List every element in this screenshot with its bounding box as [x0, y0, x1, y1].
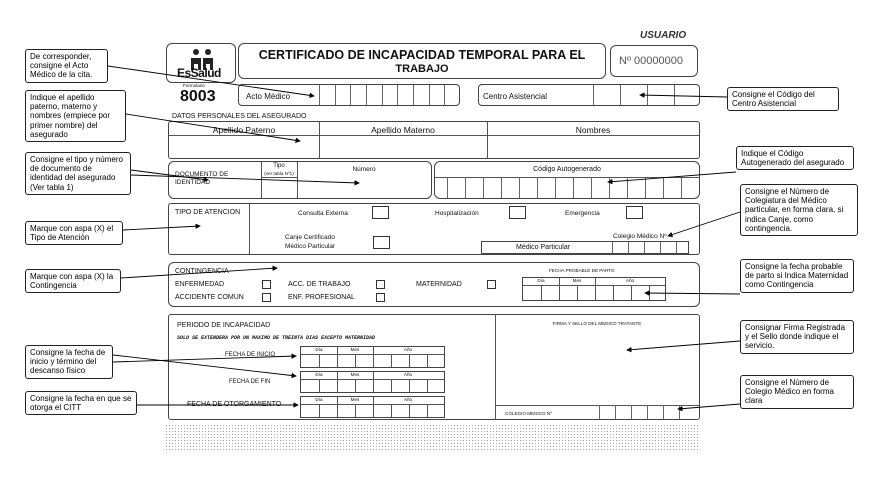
- note-apellido: Indique el apellido paterno, materno y nombres (empiece por primer nombre) del asegurado: [25, 90, 126, 142]
- nombres-label: Nombres: [575, 125, 611, 135]
- contingencia-label: CONTINGENCIA: [175, 268, 229, 275]
- note-tipo-atencion: Marque con aspa (X) el Tipo de Atención: [25, 221, 123, 245]
- accidente-comun-checkbox[interactable]: [262, 293, 271, 302]
- tipo-label: Tipo: [273, 163, 285, 169]
- security-pattern: [165, 424, 700, 452]
- note-contingencia: Marque con aspa (X) la Contingencia: [25, 269, 121, 293]
- otorga-anio-label: Año: [403, 397, 413, 402]
- apellido-paterno-label: Apellido Paterno: [212, 125, 276, 135]
- otorga-dia-label: Día: [315, 397, 323, 402]
- acc-trabajo-checkbox[interactable]: [376, 280, 385, 289]
- otorga-mes-label: Mes: [350, 397, 360, 402]
- centro-asistencial-label: Centro Asistencial: [483, 92, 548, 101]
- atencion-box[interactable]: [168, 203, 700, 255]
- centro-cells[interactable]: [593, 85, 700, 105]
- acto-medico-cells[interactable]: [319, 85, 460, 105]
- fin-dia-label: Día: [315, 372, 323, 377]
- apellido-materno-label: Apellido Materno: [371, 125, 435, 135]
- colegio-medico-particular-label: Colegio Médico Nº: [613, 233, 667, 240]
- note-codigo: Indique el Código Autogenerado del asegurado: [736, 146, 854, 170]
- serial-number: Nº 00000000: [619, 55, 683, 67]
- colegio-medico-label: COLEGIO MEDICO Nº: [505, 411, 552, 416]
- inicio-anio-label: Año: [403, 347, 413, 352]
- acc-trabajo-label: ACC. DE TRABAJO: [288, 281, 351, 288]
- datos-personales-label: DATOS PERSONALES DEL ASEGURADO: [172, 113, 307, 120]
- emergencia-label: Emergencia: [565, 210, 600, 217]
- title-box: [238, 43, 606, 79]
- medico-particular-label: Médico Particular: [516, 244, 571, 251]
- logo-text: EsSalud: [177, 66, 221, 80]
- note-colegio: Consigne el Número de Colegio Médico en forma clara: [740, 375, 854, 409]
- note-firma: Consignar Firma Registrada y el Sello donde indique el servicio.: [740, 320, 854, 354]
- form-title-2: TRABAJO: [395, 63, 449, 75]
- parto-mes-label: Mes: [572, 278, 582, 283]
- firma-label: FIRMA Y SELLO DEL MEDICO TRATANTE: [552, 321, 642, 326]
- form-title-1: CERTIFICADO DE INCAPACIDAD TEMPORAL PARA EL: [258, 48, 586, 62]
- fecha-fin-grid[interactable]: [300, 371, 445, 393]
- fin-anio-label: Año: [403, 372, 413, 377]
- fecha-otorgamiento-grid[interactable]: [300, 396, 445, 418]
- fecha-inicio-grid[interactable]: [300, 346, 445, 368]
- periodo-box[interactable]: [168, 314, 700, 420]
- maternidad-checkbox[interactable]: [487, 280, 496, 289]
- codigo-autogenerado-box[interactable]: [434, 161, 700, 199]
- hospitalizacion-label: Hospitalización: [435, 210, 479, 217]
- tipo-sub-label: (ver tabla Nº1): [264, 171, 294, 176]
- fecha-otorgamiento-label: FECHA DE OTORGAMIENTO: [187, 401, 282, 408]
- periodo-label: PERIODO DE INCAPACIDAD: [177, 322, 271, 329]
- consulta-externa-label: Consulta Externa: [298, 210, 348, 217]
- note-fecha-otorga: Consigne la fecha en que se otorga el CITT: [25, 391, 137, 415]
- documento-box[interactable]: [168, 161, 432, 199]
- codigo-autogenerado-label: Código Autogenerado: [533, 166, 601, 173]
- contingencia-box[interactable]: [168, 262, 700, 307]
- parto-anio-label: Año: [625, 278, 635, 283]
- canje-label-2: Médico Particular: [285, 243, 336, 250]
- consulta-externa-checkbox[interactable]: [372, 206, 389, 219]
- formulario-label: Formulario: [183, 83, 205, 88]
- note-centro: Consigne el Código del Centro Asistencial: [727, 87, 839, 111]
- tipo-atencion-label: TIPO DE ATENCION: [175, 209, 241, 216]
- parto-dia-label: Día: [537, 278, 545, 283]
- essalud-logo: [166, 43, 236, 83]
- enfermedad-label: ENFERMEDAD: [175, 281, 225, 288]
- nombres-box[interactable]: [168, 121, 700, 159]
- acto-medico-box[interactable]: [238, 84, 460, 106]
- centro-asistencial-box[interactable]: [478, 84, 700, 106]
- acto-medico-label: Acto Médico: [246, 92, 291, 101]
- note-acto-medico: De corresponder, consigne el Acto Médico de la cita.: [25, 49, 108, 83]
- note-documento: Consigne el tipo y número de documento de identidad del asegurado (Ver tabla 1): [25, 152, 131, 195]
- fin-mes-label: Mes: [350, 372, 360, 377]
- serial-box: [610, 45, 698, 77]
- emergencia-checkbox[interactable]: [626, 206, 643, 219]
- maternidad-label: MATERNIDAD: [416, 281, 462, 288]
- fecha-parto-grid[interactable]: [522, 277, 666, 301]
- periodo-note: SOLO SE EXTENDERA POR UN MAXIMO DE TREINTA DIAS EXCEPTO MATERNIDAD: [177, 335, 376, 341]
- codigo-cells[interactable]: [435, 177, 699, 198]
- enfermedad-checkbox[interactable]: [262, 280, 271, 289]
- colegio-particular-cells[interactable]: [612, 242, 689, 253]
- enf-profesional-label: ENF. PROFESIONAL: [288, 294, 355, 301]
- fecha-inicio-label: FECHA DE INICIO: [225, 352, 276, 358]
- accidente-comun-label: ACCIDENTE COMUN: [175, 294, 244, 301]
- note-colegiatura: Consigne el Número de Colegiatura del Médico particular, en forma clara, si indica Canje, como contingencia.: [740, 184, 858, 236]
- enf-profesional-checkbox[interactable]: [376, 293, 385, 302]
- inicio-mes-label: Mes: [350, 347, 360, 352]
- note-parto: Consigne la fecha probable de parto si Indica Maternidad como Contingencia: [740, 259, 854, 293]
- numero-label: Número: [352, 166, 376, 173]
- usuario-label: USUARIO: [640, 30, 687, 41]
- canje-label-1: Canje Certificado: [285, 234, 335, 241]
- hospitalizacion-checkbox[interactable]: [509, 206, 526, 219]
- colegio-medico-cells[interactable]: [599, 405, 699, 419]
- medico-particular-field[interactable]: [481, 241, 689, 254]
- fecha-parto-label: FECHA PROBABLE DE PARTO: [549, 268, 615, 273]
- note-fecha-inicio: Consigne la fecha de inicio y término del descanso físico: [25, 345, 113, 379]
- documento-label: DOCUMENTO DE IDENTIDAD: [175, 171, 229, 187]
- inicio-dia-label: Día: [315, 347, 323, 352]
- fecha-fin-label: FECHA DE FIN: [229, 379, 271, 385]
- form-number: 8003: [180, 88, 216, 105]
- canje-checkbox[interactable]: [373, 236, 390, 249]
